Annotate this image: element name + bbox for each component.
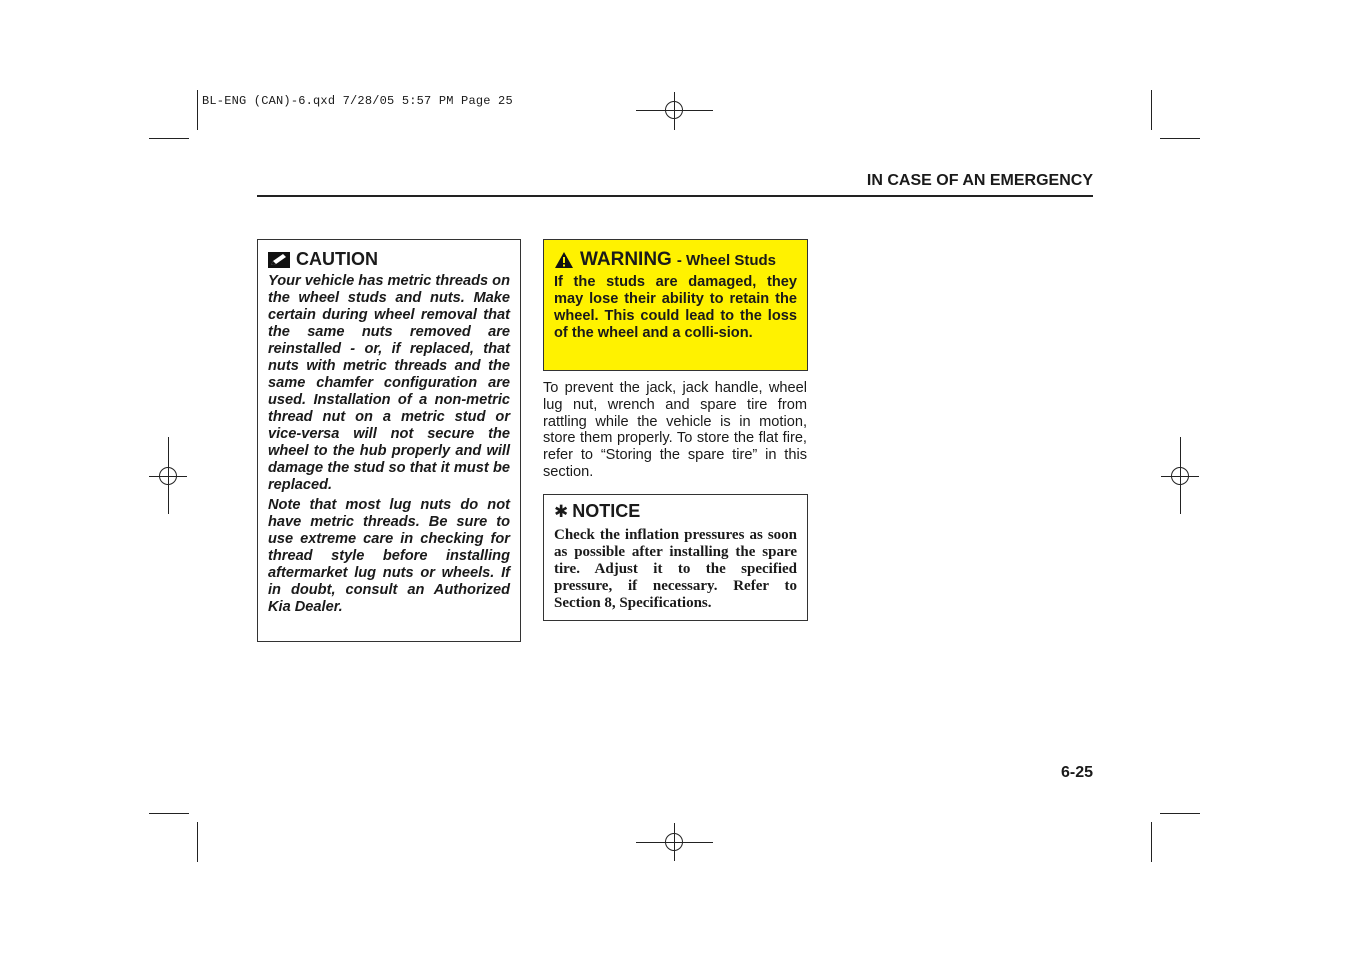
warning-box	[543, 239, 808, 371]
body-paragraph: To prevent the jack, jack handle, wheel lug nut, wrench and spare tire from rattling while the vehicle is in motion, store them properly. To store the flat fire, refer to “Storing the spare tire” in this section.	[543, 380, 807, 480]
caution-pencil-icon	[268, 252, 290, 268]
caution-heading-label: CAUTION	[296, 249, 378, 269]
notice-heading	[554, 501, 797, 522]
section-title: IN CASE OF AN EMERGENCY	[866, 172, 1093, 189]
warning-heading	[554, 249, 797, 271]
warning-heading-label: WARNING	[580, 249, 672, 270]
warning-triangle-icon	[554, 251, 574, 269]
header-rule	[257, 195, 1093, 197]
notice-box	[543, 494, 808, 621]
warning-subheading: - Wheel Studs	[676, 252, 776, 269]
page-number: 6-25	[1060, 764, 1093, 781]
notice-text: Check the inflation pressures as soon as possible after installing the spare tire. Adjust it to the specified pressure, if necessary. Refer to Section 8, Specifications.	[554, 527, 797, 611]
notice-heading-label: NOTICE	[572, 501, 641, 521]
caution-box	[257, 239, 521, 642]
caution-heading	[268, 249, 510, 270]
warning-text: If the studs are damaged, they may lose their ability to retain the wheel. This could lead to the loss of the wheel and a colli-sion.	[554, 274, 797, 341]
notice-star-icon: ✱	[554, 501, 569, 521]
caution-paragraph-1: Your vehicle has metric threads on the wheel studs and nuts. Make certain during wheel removal that the same nuts removed are reinstalled - or, if replaced, that nuts with metric threads and the same chamfer configuration are used. Installation of a non-metric thread nut on a metric stud or vice-versa will not secure the wheel to the hub properly and will damage the stud so that it must be replaced.	[268, 273, 510, 493]
caution-paragraph-2: Note that most lug nuts do not have metric threads. Be sure to use extreme care in checking for thread style before installing aftermarket lug nuts or wheels. If in doubt, consult an Authorized Kia Dealer.	[268, 497, 510, 615]
printer-slug: BL-ENG (CAN)-6.qxd 7/28/05 5:57 PM Page 25	[202, 94, 513, 108]
